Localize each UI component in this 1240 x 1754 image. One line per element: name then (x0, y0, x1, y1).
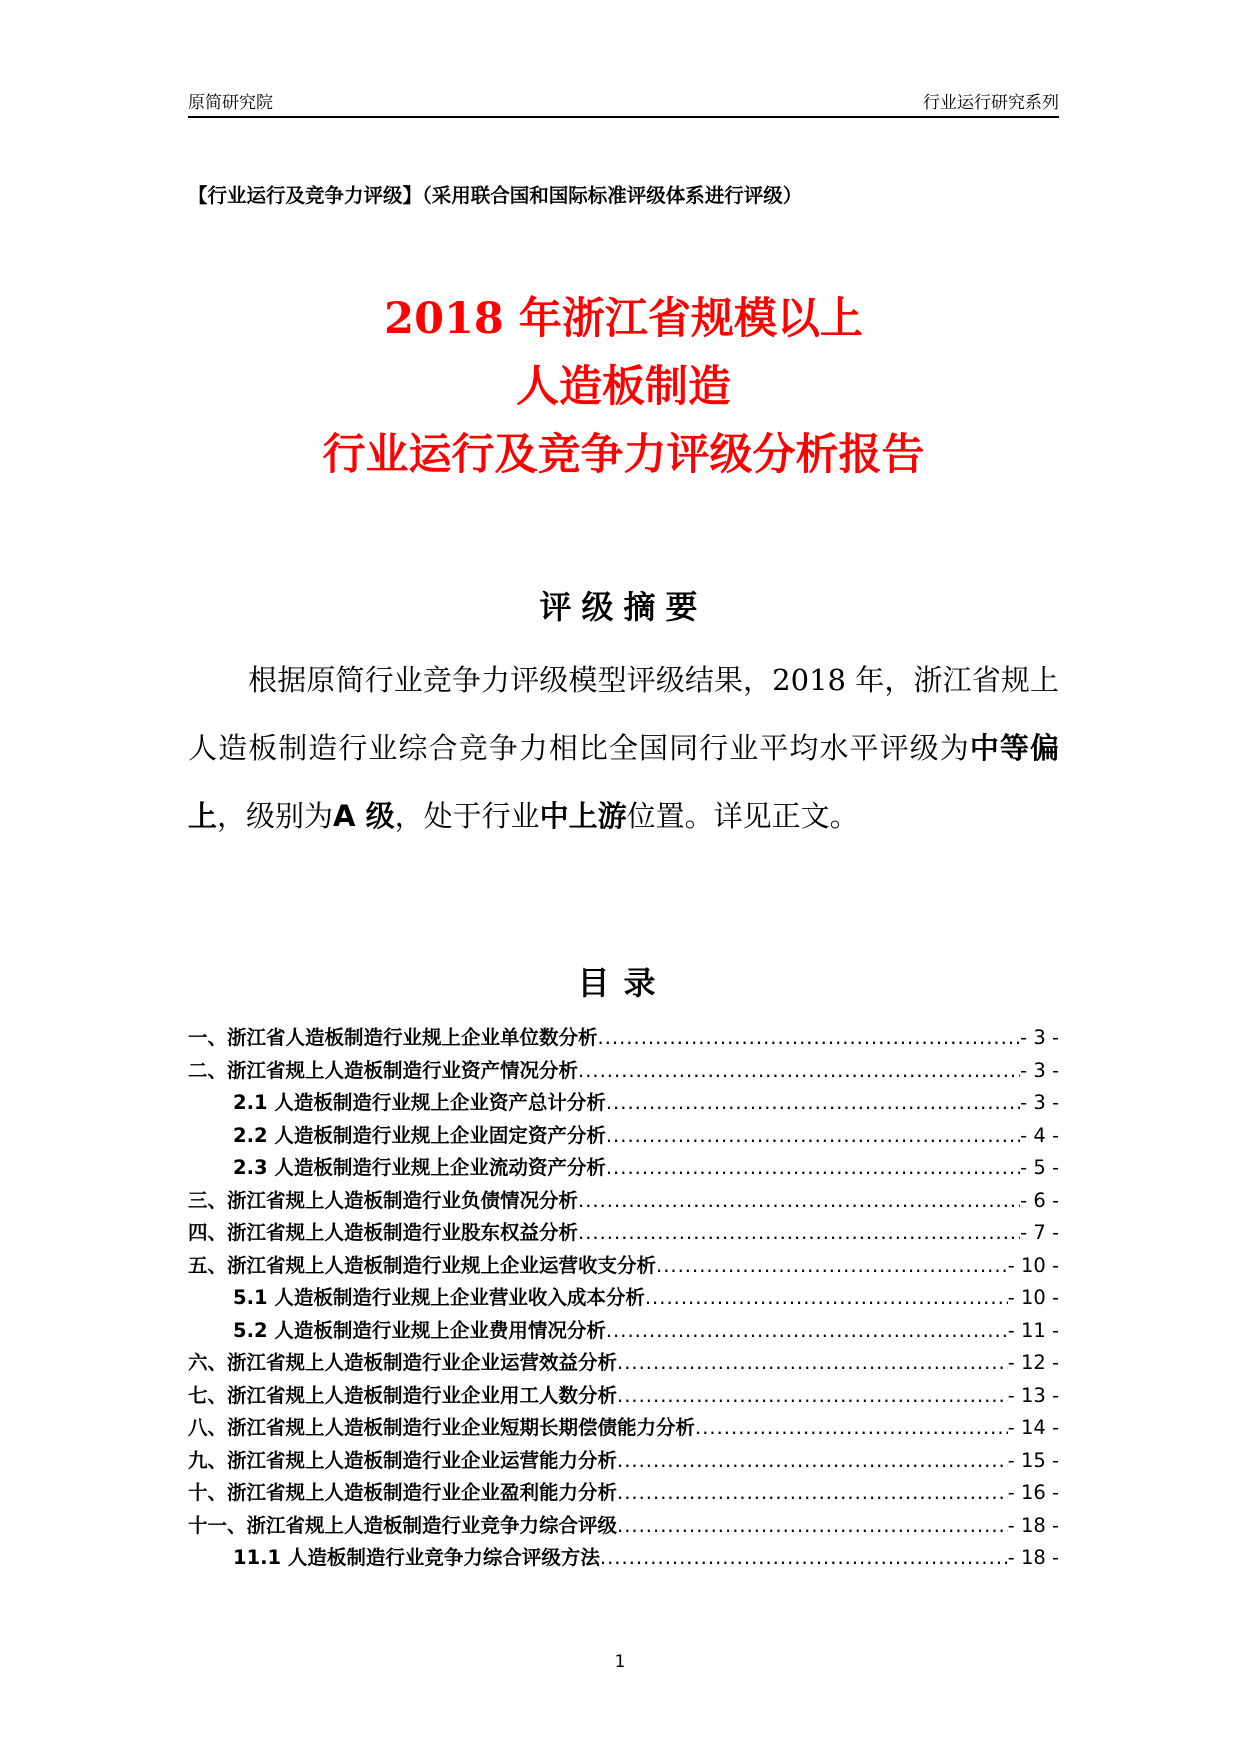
toc-entry-label: 十一、浙江省规上人造板制造行业竞争力综合评级 (188, 1513, 618, 1537)
toc-heading: 目录 (577, 964, 670, 1002)
toc-entry-page: - 12 - (1007, 1351, 1059, 1374)
toc-entry-label: 11.1 人造板制造行业竞争力综合评级方法 (233, 1546, 600, 1569)
summary-rating-position: 中上游 (539, 799, 627, 833)
toc-entry-label: 九、浙江省规上人造板制造行业企业运营能力分析 (188, 1448, 618, 1472)
toc-entry-page: - 10 - (1007, 1253, 1059, 1277)
toc-leader (600, 1542, 1008, 1575)
toc-subentry[interactable] (188, 1282, 1059, 1315)
report-tagline: 【行业运行及竞争力评级】（采用联合国和国际标准评级体系进行评级） (188, 184, 803, 207)
summary-rating-level: 中等偏上 (188, 731, 1059, 833)
summary-rating-grade: A 级 (333, 799, 395, 833)
toc-leader (598, 1022, 1021, 1055)
toc-entry-label: 三、浙江省规上人造板制造行业负债情况分析 (188, 1188, 579, 1212)
toc-entry[interactable] (188, 1250, 1059, 1283)
title-line-2: 人造板制造 (516, 362, 731, 412)
toc-entry-page: - 4 - (1020, 1123, 1059, 1147)
toc-leader (695, 1412, 1008, 1445)
toc-entry-label: 十、浙江省规上人造板制造行业企业盈利能力分析 (188, 1481, 618, 1504)
toc-entry-label: 2.2 人造板制造行业规上企业固定资产分析 (233, 1123, 606, 1147)
toc-entry-label: 5.1 人造板制造行业规上企业营业收入成本分析 (233, 1286, 645, 1309)
toc-entry-label: 5.2 人造板制造行业规上企业费用情况分析 (233, 1318, 606, 1342)
toc-leader (617, 1510, 1008, 1543)
toc-leader (617, 1347, 1008, 1380)
toc-entry-page: - 5 - (1020, 1156, 1059, 1179)
summary-text-2: ，级别为 (217, 799, 334, 833)
summary-text-1: 根据原简行业竞争力评级模型评级结果，2018 年，浙江省规上人造板制造行业综合竞争力相比全国同行业平均水平评级为 (188, 663, 1059, 765)
toc-entry[interactable] (188, 1477, 1059, 1510)
toc-entry[interactable] (188, 1380, 1059, 1413)
toc-entry[interactable] (188, 1412, 1059, 1445)
page-number: 1 (614, 1652, 626, 1672)
summary-paragraph (188, 646, 1059, 850)
toc-leader (578, 1055, 1020, 1088)
toc-entry-page: - 7 - (1020, 1221, 1059, 1244)
toc-leader (645, 1282, 1008, 1315)
toc-entry-label: 一、浙江省人造板制造行业规上企业单位数分析 (188, 1026, 598, 1049)
toc-entry-label: 七、浙江省规上人造板制造行业企业用工人数分析 (188, 1383, 618, 1407)
toc-entry-label: 四、浙江省规上人造板制造行业股东权益分析 (188, 1221, 579, 1244)
toc-subentry[interactable] (188, 1542, 1059, 1575)
toc-entry[interactable] (188, 1022, 1059, 1055)
toc-entry-label: 八、浙江省规上人造板制造行业企业短期长期偿债能力分析 (188, 1416, 696, 1439)
toc-leader (606, 1152, 1020, 1185)
toc-entry-page: - 3 - (1020, 1026, 1059, 1049)
toc-entry-page: - 11 - (1007, 1318, 1059, 1342)
toc-entry-page: - 3 - (1020, 1091, 1059, 1114)
toc-entry-page: - 15 - (1007, 1448, 1059, 1472)
toc-subentry[interactable] (188, 1087, 1059, 1120)
toc-entry-label: 2.3 人造板制造行业规上企业流动资产分析 (233, 1156, 606, 1179)
toc-entry[interactable] (188, 1347, 1059, 1380)
report-title (188, 285, 1059, 489)
toc-entry-page: - 14 - (1007, 1416, 1059, 1439)
toc-entry[interactable] (188, 1185, 1059, 1218)
toc-entry[interactable] (188, 1217, 1059, 1250)
toc-entry-page: - 3 - (1020, 1058, 1059, 1082)
toc-entry[interactable] (188, 1445, 1059, 1478)
toc-entry-label: 二、浙江省规上人造板制造行业资产情况分析 (188, 1058, 579, 1082)
toc-leader (617, 1445, 1008, 1478)
toc-entry-page: - 16 - (1007, 1481, 1059, 1504)
header-series: 行业运行研究系列 (923, 93, 1059, 113)
toc-leader (617, 1477, 1008, 1510)
toc-entry-page: - 18 - (1007, 1546, 1059, 1569)
toc-subentry[interactable] (188, 1120, 1059, 1153)
toc-entry[interactable] (188, 1055, 1059, 1088)
toc-leader (578, 1185, 1020, 1218)
header-org: 原简研究院 (188, 93, 273, 113)
toc-subentry[interactable] (188, 1152, 1059, 1185)
summary-text-4: 位置。详见正文。 (626, 799, 859, 833)
toc-entry-label: 2.1 人造板制造行业规上企业资产总计分析 (233, 1091, 606, 1114)
table-of-contents (188, 1022, 1059, 1575)
title-line-3: 行业运行及竞争力评级分析报告 (322, 430, 925, 480)
toc-leader (606, 1315, 1008, 1348)
toc-entry-page: - 18 - (1007, 1513, 1059, 1537)
toc-entry-page: - 13 - (1007, 1383, 1059, 1407)
toc-leader (606, 1120, 1020, 1153)
page-header (188, 86, 1059, 118)
toc-subentry[interactable] (188, 1315, 1059, 1348)
toc-leader (617, 1380, 1008, 1413)
toc-entry-label: 五、浙江省规上人造板制造行业规上企业运营收支分析 (188, 1253, 657, 1277)
toc-entry-page: - 6 - (1020, 1188, 1059, 1212)
toc-leader (606, 1087, 1020, 1120)
toc-leader (578, 1217, 1020, 1250)
toc-entry[interactable] (188, 1510, 1059, 1543)
title-line-1: 2018 年浙江省规模以上 (384, 294, 863, 344)
toc-entry-label: 六、浙江省规上人造板制造行业企业运营效益分析 (188, 1351, 618, 1374)
toc-leader (656, 1250, 1008, 1283)
toc-entry-page: - 10 - (1007, 1286, 1059, 1309)
summary-heading: 评级摘要 (539, 588, 708, 626)
summary-text-3: ，处于行业 (394, 799, 540, 833)
